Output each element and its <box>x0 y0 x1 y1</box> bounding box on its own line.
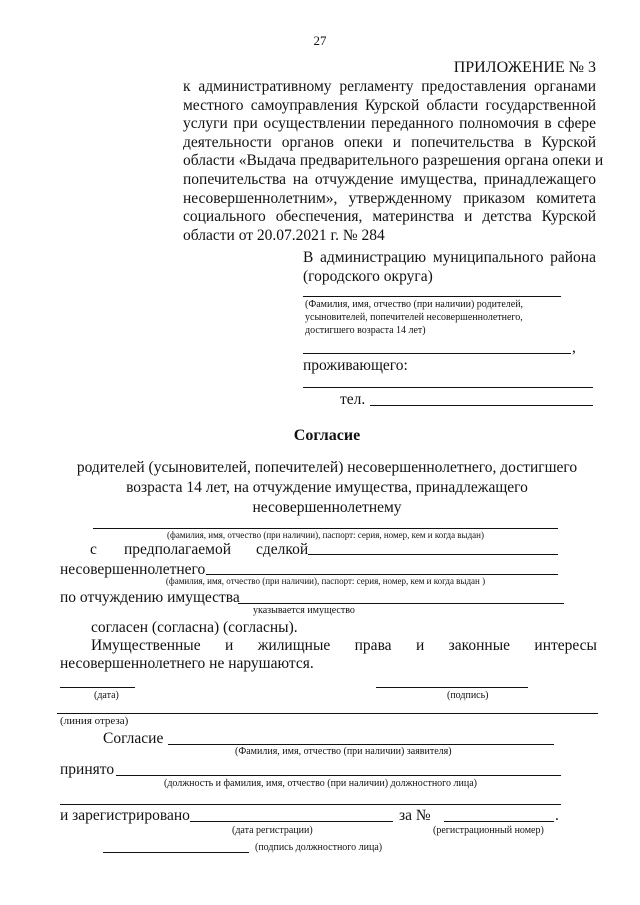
period: . <box>555 807 559 824</box>
property-hint: указывается имущество <box>253 605 355 616</box>
header-line: несовершеннолетним», утвержденному приказом комитета <box>183 189 596 207</box>
minor-details-hint: (фамилия, имя, отчество (при наличии), паспорт: серия, номер, кем и когда выдан ) <box>165 576 486 586</box>
header-line: услуги при осуществлении переданного полномочия в сфере <box>183 115 596 133</box>
agree-line: согласен (согласна) (согласны). <box>91 619 298 636</box>
address-line-2: (городского округа) <box>303 268 433 285</box>
address-line-1: В администрацию муниципального района <box>303 249 596 266</box>
minor-label: несовершеннолетнего <box>60 561 206 578</box>
official-signature-hint: (подпись должностного лица) <box>255 842 383 853</box>
parents-hint: (Фамилия, имя, отчество (при наличии) родителей, <box>305 299 524 310</box>
phone-field[interactable] <box>370 405 593 406</box>
header-line: области «Выдача предварительного разрешения органа опеки и <box>183 152 604 170</box>
alienation-label: по отчуждению имущества <box>60 589 240 606</box>
rights-word: права <box>354 637 392 654</box>
parents-hint: усыновителей, попечителей несовершеннолетнего, <box>305 312 523 323</box>
parents-name-field-2[interactable] <box>303 353 571 354</box>
residence-field[interactable] <box>303 387 593 388</box>
accepted-label: принято <box>60 761 115 778</box>
appendix-title: ПРИЛОЖЕНИЕ № 3 <box>453 59 596 76</box>
page-number: 27 <box>313 33 327 48</box>
applicant-field[interactable] <box>168 744 554 745</box>
rights-line-2: несовершеннолетнего не нарушаются. <box>60 655 314 672</box>
header-line: области от 20.07.2021 г. № 284 <box>183 226 385 244</box>
header-line: социального обеспечения, материнства и детства Курской <box>183 208 596 226</box>
header-line: местного самоуправления Курской области государственной <box>183 96 596 114</box>
phone-label: тел. <box>340 391 366 408</box>
parents-name-field[interactable] <box>303 296 561 297</box>
comma: , <box>572 339 576 356</box>
subtitle-line: несовершеннолетнему <box>252 499 402 516</box>
official-field[interactable] <box>116 775 561 776</box>
rights-word: и <box>415 637 425 654</box>
signature-hint: (подпись) <box>447 690 489 701</box>
rights-word: Имущественные <box>91 637 201 654</box>
header-line: деятельности органов опеки и попечительства в Курской <box>183 133 596 151</box>
consent-label: Согласие <box>103 730 164 747</box>
registration-number-field[interactable] <box>444 821 554 822</box>
word-predpol: предполагаемой <box>124 541 232 558</box>
parent-details-hint: (фамилия, имя, отчество (при наличии), паспорт: серия, номер, кем и когда выдан) <box>167 530 484 540</box>
word-s: с <box>90 541 97 558</box>
word-sdelkoy: сделкой <box>256 541 309 558</box>
registration-date-field[interactable] <box>190 821 393 822</box>
parents-hint: достигшего возраста 14 лет) <box>305 325 426 336</box>
header-line: к административному регламенту предоставления органами <box>183 78 596 95</box>
rights-word: законные <box>448 637 511 654</box>
residing-label: проживающего: <box>303 357 408 374</box>
deal-field[interactable] <box>308 554 558 555</box>
applicant-hint: (Фамилия, имя, отчество (при наличии) заявителя) <box>235 746 452 757</box>
number-label: за № <box>399 807 431 824</box>
rights-word: и <box>225 637 234 654</box>
header-line: попечительства на отчуждение имущества, принадлежащего <box>183 170 596 188</box>
official-field-2[interactable] <box>60 804 561 805</box>
registration-number-hint: (регистрационный номер) <box>433 825 544 836</box>
registered-label: и зарегистрировано <box>60 807 190 824</box>
official-hint: (должность и фамилия, имя, отчество (при наличии) должностного лица) <box>164 778 477 789</box>
registration-date-hint: (дата регистрации) <box>232 825 313 836</box>
rights-word: жилищные <box>257 637 331 654</box>
document-title: Согласие <box>293 427 361 444</box>
regulation-reference <box>183 78 604 245</box>
signature-field[interactable] <box>376 687 528 688</box>
cut-line-label: (линия отреза) <box>60 715 129 727</box>
cut-line <box>57 713 598 714</box>
property-field[interactable] <box>238 603 564 604</box>
subtitle-line: возраста 14 лет, на отчуждение имущества, принадлежащего <box>126 479 528 496</box>
date-hint: (дата) <box>94 690 119 701</box>
rights-word: интересы <box>534 637 597 654</box>
subtitle-line: родителей (усыновителей, попечителей) несовершеннолетнего, достигшего <box>76 459 578 476</box>
rights-line <box>91 636 597 655</box>
date-field[interactable] <box>60 687 135 688</box>
official-signature-field[interactable] <box>103 852 249 853</box>
